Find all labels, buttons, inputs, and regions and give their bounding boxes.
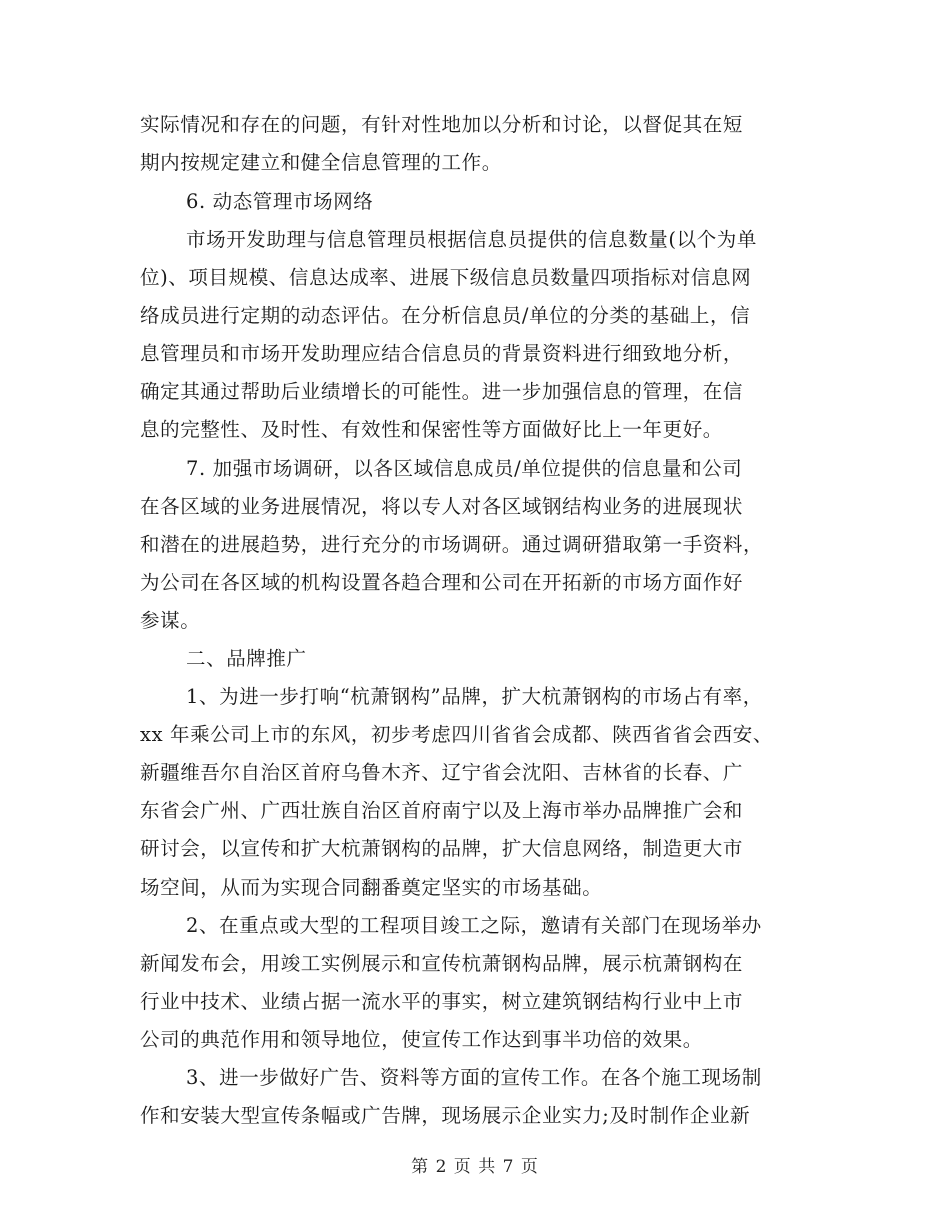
text-line: 位)、项目规模、信息达成率、进展下级信息员数量四项指标对信息网 [140, 266, 752, 289]
text-line: 息的完整性、及时性、有效性和保密性等方面做好比上一年更好。 [140, 418, 723, 441]
text-line: 3、进一步做好广告、资料等方面的宣传工作。在各个施工现场制 [186, 1066, 762, 1089]
text-line: 参谋。 [140, 609, 201, 632]
text-line: 市场开发助理与信息管理员根据信息员提供的信息数量(以个为单 [186, 228, 758, 251]
text-line: xx 年乘公司上市的东风，初步考虑四川省省会成都、陕西省省会西安、 [140, 723, 773, 746]
text-line: 研讨会，以宣传和扩大杭萧钢构的品牌，扩大信息网络，制造更大市 [140, 837, 744, 860]
text-line: 2、在重点或大型的工程项目竣工之际，邀请有关部门在现场举办 [186, 914, 762, 937]
page-footer: 第 2 页 共 7 页 [411, 1157, 539, 1177]
text-line: 为公司在各区域的机构设置各趋合理和公司在开拓新的市场方面作好 [140, 571, 744, 594]
text-line: 络成员进行定期的动态评估。在分析信息员/单位的分类的基础上，信 [140, 304, 751, 327]
text-line: 作和安装大型宣传条幅或广告牌，现场展示企业实力;及时制作企业新 [140, 1104, 751, 1127]
text-line: 新闻发布会，用竣工实例展示和宣传杭萧钢构品牌，展示杭萧钢构在 [140, 952, 744, 975]
text-line: 1、为进一步打响“杭萧钢构”品牌，扩大杭萧钢构的市场占有率， [186, 685, 763, 708]
section-heading: 6. 动态管理市场网络 [186, 190, 374, 213]
text-line: 7. 加强市场调研，以各区域信息成员/单位提供的信息量和公司 [186, 457, 743, 480]
text-line: 确定其通过帮助后业绩增长的可能性。进一步加强信息的管理，在信 [140, 380, 744, 403]
text-line: 息管理员和市场开发助理应结合信息员的背景资料进行细致地分析， [140, 342, 744, 365]
section-heading: 二、品牌推广 [186, 647, 307, 670]
text-line: 新疆维吾尔自治区首府乌鲁木齐、辽宁省会沈阳、吉林省的长春、广 [140, 761, 744, 784]
text-line: 实际情况和存在的问题，有针对性地加以分析和讨论，以督促其在短 [140, 113, 744, 136]
text-line: 东省会广州、广西壮族自治区首府南宁以及上海市举办品牌推广会和 [140, 799, 744, 822]
text-line: 期内按规定建立和健全信息管理的工作。 [140, 151, 502, 174]
text-line: 场空间，从而为实现合同翻番奠定坚实的市场基础。 [140, 876, 603, 899]
text-line: 行业中技术、业绩占据一流水平的事实，树立建筑钢结构行业中上市 [140, 990, 744, 1013]
text-line: 公司的典范作用和领导地位，使宣传工作达到事半功倍的效果。 [140, 1028, 703, 1051]
text-line: 和潜在的进展趋势，进行充分的市场调研。通过调研猎取第一手资料， [140, 533, 764, 556]
text-line: 在各区域的业务进展情况，将以专人对各区域钢结构业务的进展现状 [140, 495, 744, 518]
